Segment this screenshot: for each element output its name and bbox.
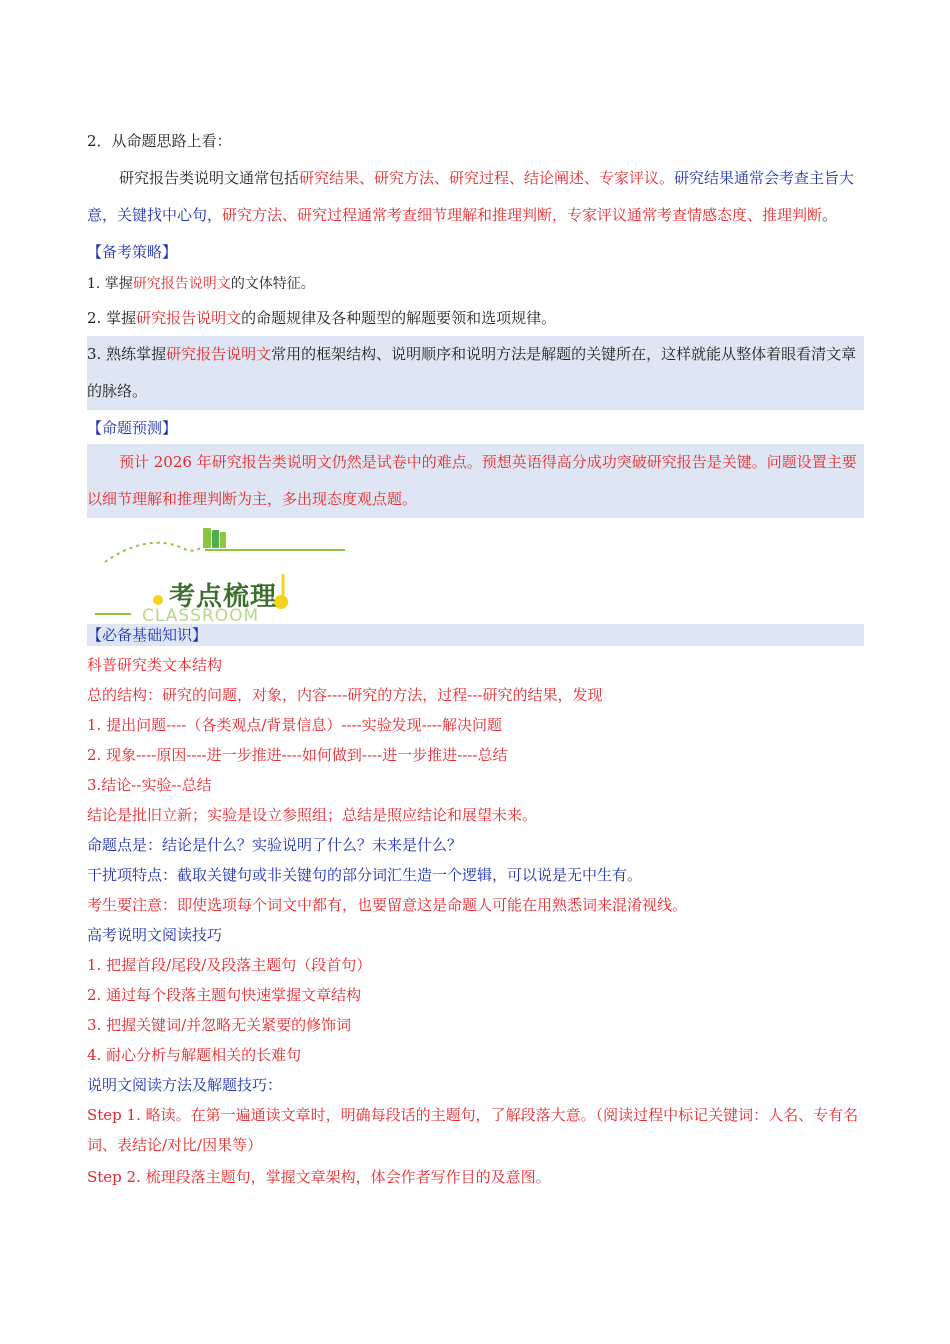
- item-1-text-c: 的文体特征。: [230, 276, 315, 292]
- strategy-item-1: [87, 268, 864, 300]
- item-2-text-a: 2. 掌握: [87, 309, 137, 327]
- para-text-red-1: 研究结果、研究方法、研究过程、结论阐述、专家评议。: [299, 169, 675, 187]
- para-text-intro: 研究报告类说明文通常包括: [119, 169, 300, 187]
- logo-main-text: 考点梳理: [169, 582, 278, 612]
- forecast-header: 【命题预测】: [87, 419, 178, 437]
- knowledge-line: 1. 把握首段/尾段/及段落主题句（段首句）: [87, 956, 372, 974]
- strategy-header: 【备考策略】: [87, 243, 178, 261]
- knowledge-line: 考生要注意：即使选项每个词文中都有，也要留意这是命题人可能在用熟悉词来混淆视线。: [87, 896, 688, 914]
- knowledge-line: 高考说明文阅读技巧: [87, 926, 223, 944]
- knowledge-line: 总的结构：研究的问题，对象，内容----研究的方法，过程---研究的结果，发现: [87, 686, 603, 704]
- item-3-text-c: 常用的框架结构、说明顺序和说明方法是解题的关键所在，这样就能从整体着眼看清文章的脉络。: [87, 345, 857, 400]
- knowledge-line: 2. 现象----原因----进一步推进----如何做到----进一步推进----总结: [87, 746, 508, 764]
- para-text-blue: 研究结果通常会考查主旨大意，关键找中心句，: [87, 169, 855, 224]
- strategy-item-3: [87, 336, 864, 410]
- knowledge-line: 说明文阅读方法及解题技巧：: [87, 1076, 283, 1094]
- classroom-logo: [87, 518, 864, 624]
- knowledge-line: 2. 通过每个段落主题句快速掌握文章结构: [87, 986, 362, 1004]
- item-3-text-a: 3. 熟练掌握: [87, 345, 167, 363]
- logo-sub-text: CLASSROOM: [142, 606, 260, 626]
- knowledge-line: 干扰项特点：截取关键句或非关键句的部分词汇生造一个逻辑，可以说是无中生有。: [87, 866, 643, 884]
- knowledge-line: 科普研究类文本结构: [87, 656, 223, 674]
- knowledge-line: 结论是批旧立新；实验是设立参照组；总结是照应结论和展望未来。: [87, 806, 538, 824]
- para-text-red-2: 研究方法、研究过程通常考查细节理解和推理判断，专家评议通常考查情感态度、推理判断: [222, 206, 823, 224]
- knowledge-list: [87, 650, 864, 1100]
- item-3-text-b: 研究报告说明文: [166, 345, 272, 363]
- knowledge-line: 命题点是：结论是什么？实验说明了什么？未来是什么？: [87, 836, 463, 854]
- knowledge-header: 【必备基础知识】: [87, 624, 864, 646]
- section-2-paragraph: [87, 160, 864, 234]
- section-2-title: 2．从命题思路上看：: [87, 132, 232, 150]
- step-2-text: Step 2. 梳理段落主题句，掌握文章架构，体会作者写作目的及意图。: [87, 1168, 551, 1186]
- document-page: [87, 126, 864, 1192]
- knowledge-line: 4. 耐心分析与解题相关的长难句: [87, 1046, 302, 1064]
- knowledge-line: 3.结论--实验--总结: [87, 776, 212, 794]
- item-1-text-a: 1. 掌握: [87, 276, 133, 292]
- knowledge-line: 1. 提出问题----（各类观点/背景信息）----实验发现----解决问题: [87, 716, 502, 734]
- knowledge-line: 3. 把握关键词/并忽略无关紧要的修饰词: [87, 1016, 352, 1034]
- item-1-text-b: 研究报告说明文: [132, 276, 231, 292]
- item-2-text-c: 的命题规律及各种题型的解题要领和选项规律。: [241, 309, 557, 327]
- para-text-end: 。: [822, 206, 838, 224]
- strategy-item-2: [87, 300, 864, 336]
- item-2-text-b: 研究报告说明文: [136, 309, 242, 327]
- forecast-paragraph: 预计 2026 年研究报告类说明文仍然是试卷中的难点。预想英语得高分成功突破研究报告是关键。问题设置主要以细节理解和推理判断为主，多出现态度观点题。: [87, 444, 864, 518]
- step-1-text: Step 1. 略读。在第一遍通读文章时，明确每段话的主题句，了解段落大意。（阅读过程中标记关键词：人名、专有名词、表结论/对比/因果等）: [87, 1106, 859, 1154]
